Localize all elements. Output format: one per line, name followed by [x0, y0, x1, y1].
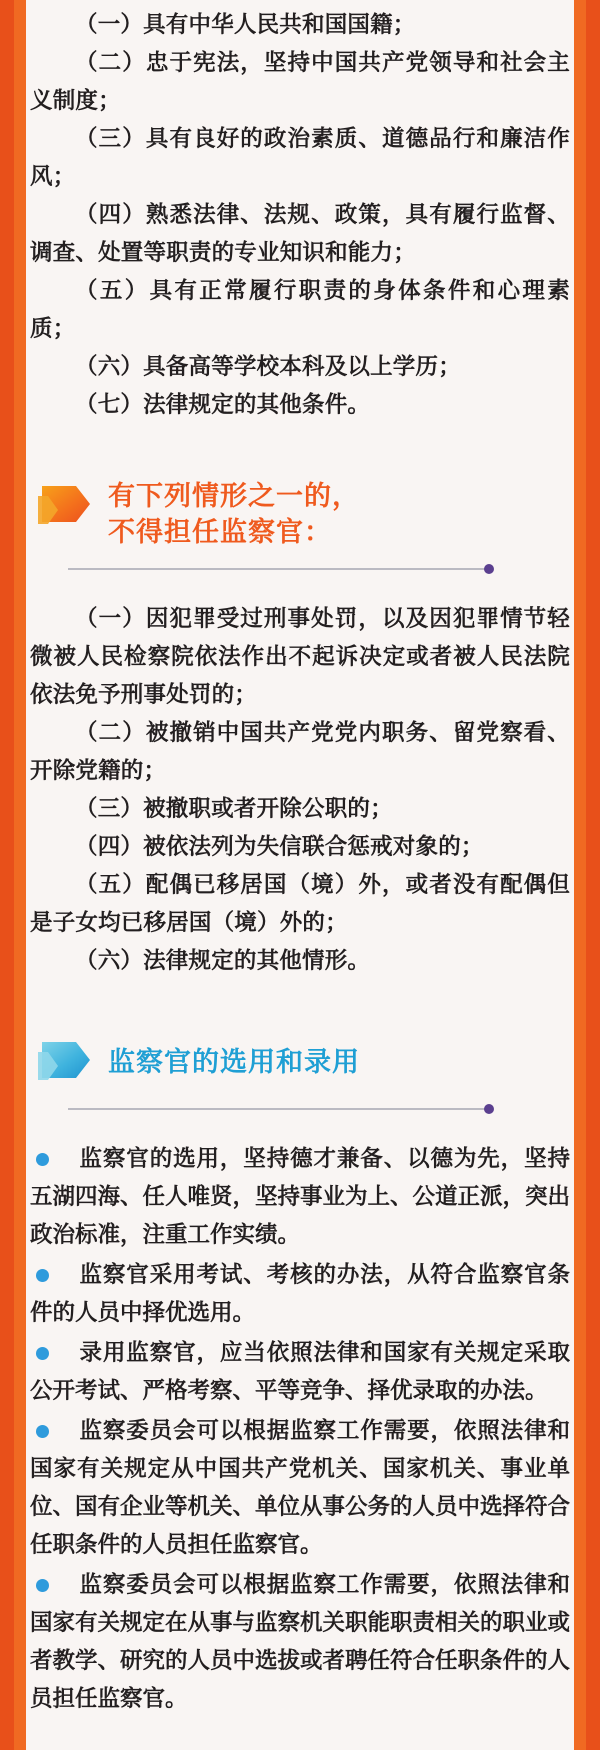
list-item-text: 录用监察官，应当依照法律和国家有关规定采取公开考试、严格考察、平等竞争、择优录取的办法。	[30, 1340, 570, 1403]
list-item-text: 监察委员会可以根据监察工作需要，依照法律和国家有关规定在从事与监察机关职能职责相关的职业或者教学、研究的人员中选拔或者聘任符合任职条件的人员担任监察官。	[30, 1572, 571, 1711]
section-title: 监察官的选用和录用	[108, 1047, 360, 1077]
condition-item: （一）具有中华人民共和国国籍；	[75, 12, 416, 37]
header-divider	[68, 564, 570, 574]
bullet-dot-icon	[36, 1347, 49, 1360]
condition-item: （三）具有良好的政治素质、道德品行和廉洁作风；	[30, 126, 570, 189]
disqualify-item: （二）被撤销中国共产党党内职务、留党察看、开除党籍的；	[30, 720, 570, 783]
list-item	[30, 1334, 570, 1410]
chevron-badge-icon	[38, 1038, 94, 1090]
condition-item: （五）具有正常履行职责的身体条件和心理素质；	[30, 278, 570, 341]
disqualify-list	[30, 600, 570, 980]
disqualify-item: （一）因犯罪受过刑事处罚，以及因犯罪情节轻微被人民检察院依法作出不起诉决定或者被人民法院依法免予刑事处罚的；	[30, 606, 570, 707]
list-item-text: 监察官的选用，坚持德才兼备、以德为先，坚持五湖四海、任人唯贤，坚持事业为上、公道正派，突出政治标准，注重工作实绩。	[30, 1146, 571, 1247]
condition-item: （四）熟悉法律、法规、政策，具有履行监督、调查、处置等职责的专业知识和能力；	[30, 202, 570, 265]
disqualify-item: （五）配偶已移居国（境）外，或者没有配偶但是子女均已移居国（境）外的；	[30, 872, 570, 935]
section-header-selection	[30, 1034, 570, 1114]
divider-dot	[484, 1104, 494, 1114]
disqualify-item: （六）法律规定的其他情形。	[75, 948, 371, 973]
bullet-dot-icon	[36, 1425, 49, 1438]
disqualify-item: （三）被撤职或者开除公职的；	[75, 796, 393, 821]
section-title-line2: 不得担任监察官：	[108, 517, 332, 547]
section-header-disqualify	[30, 478, 570, 574]
condition-item: （七）法律规定的其他条件。	[75, 392, 371, 417]
chevron-badge-icon	[38, 482, 94, 534]
list-item-text: 监察委员会可以根据监察工作需要，依照法律和国家有关规定从中国共产党机关、国家机关、事业单位、国有企业等机关、单位从事公务的人员中选择符合任职条件的人员担任监察官。	[30, 1418, 571, 1557]
condition-item: （二）忠于宪法，坚持中国共产党领导和社会主义制度；	[30, 50, 570, 113]
list-item	[30, 1412, 570, 1564]
bullet-dot-icon	[36, 1579, 49, 1592]
divider-dot	[484, 564, 494, 574]
section-title-line1: 有下列情形之一的，	[108, 481, 360, 511]
list-item	[30, 1256, 570, 1332]
header-divider	[68, 1104, 570, 1114]
conditions-list	[30, 0, 570, 424]
bullet-dot-icon	[36, 1269, 49, 1282]
disqualify-item: （四）被依法列为失信联合惩戒对象的；	[75, 834, 484, 859]
list-item-text: 监察官采用考试、考核的办法，从符合监察官条件的人员中择优选用。	[30, 1262, 570, 1325]
bullet-dot-icon	[36, 1153, 49, 1166]
list-item	[30, 1566, 570, 1718]
list-item	[30, 1140, 570, 1254]
condition-item: （六）具备高等学校本科及以上学历；	[75, 354, 461, 379]
selection-bullet-list	[30, 1140, 570, 1718]
